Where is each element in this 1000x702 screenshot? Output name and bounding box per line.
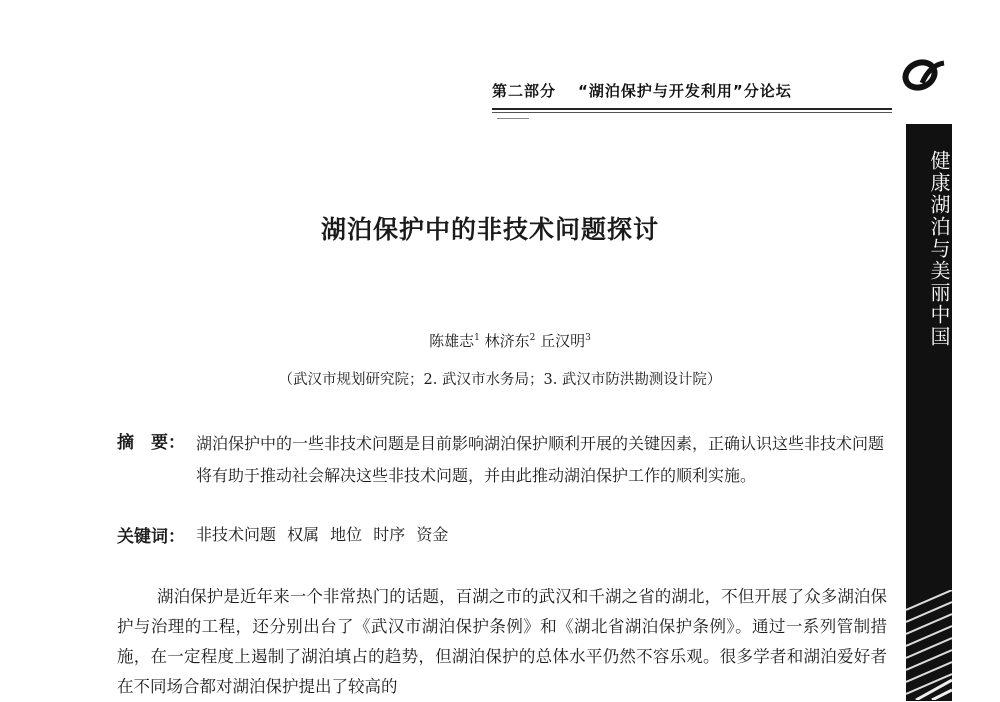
article-title: 湖泊保护中的非技术问题探讨 <box>320 215 659 244</box>
header-section: 第二部分 <box>492 82 557 100</box>
side-band-title: 健康湖泊与美丽中国 <box>927 150 951 348</box>
author-name: 陈雄志 <box>429 332 475 350</box>
header-tick <box>497 118 529 119</box>
header-rule <box>492 108 892 110</box>
body-paragraph: 湖泊保护是近年来一个非常热门的话题，百湖之市的武汉和千湖之省的湖北，不但开展了众多湖泊保护与治理的工程，还分别出台了《武汉市湖泊保护条例》和《湖北省湖泊保护条例》。通过一系列管制措施，在一定程度上遏制了湖泊填占的趋势，但湖泊保护的总体水平仍然不容乐观。很多学者和湖泊爱好者在不同场合都对湖泊保护提出了较高的 <box>117 587 887 696</box>
header-rule-thin <box>492 112 892 113</box>
author-name: 林济东 <box>484 332 530 350</box>
header-forum: “湖泊保护与开发利用”分论坛 <box>578 82 792 100</box>
keywords-text: 非技术问题 权属 地位 时序 资金 <box>196 525 449 544</box>
author-mark: 1 <box>474 333 480 343</box>
author-name: 丘汉明 <box>540 332 586 350</box>
abstract-label: 摘 要： <box>117 433 185 453</box>
page-ornament-icon <box>900 55 960 95</box>
keywords-label: 关键词： <box>117 527 185 547</box>
affiliations: （武汉市规划研究院；2. 武汉市水务局；3. 武汉市防洪勘测设计院） <box>278 372 722 388</box>
side-hatch-decoration <box>906 590 952 700</box>
running-header <box>492 80 892 101</box>
author-list <box>380 330 640 351</box>
author-mark: 3 <box>585 333 591 343</box>
author-mark: 2 <box>529 333 536 343</box>
abstract-text: 湖泊保护中的一些非技术问题是目前影响湖泊保护顺利开展的关键因素，正确认识这些非技术问题将有助于推动社会解决这些非技术问题，并由此推动湖泊保护工作的顺利实施。 <box>196 434 885 485</box>
